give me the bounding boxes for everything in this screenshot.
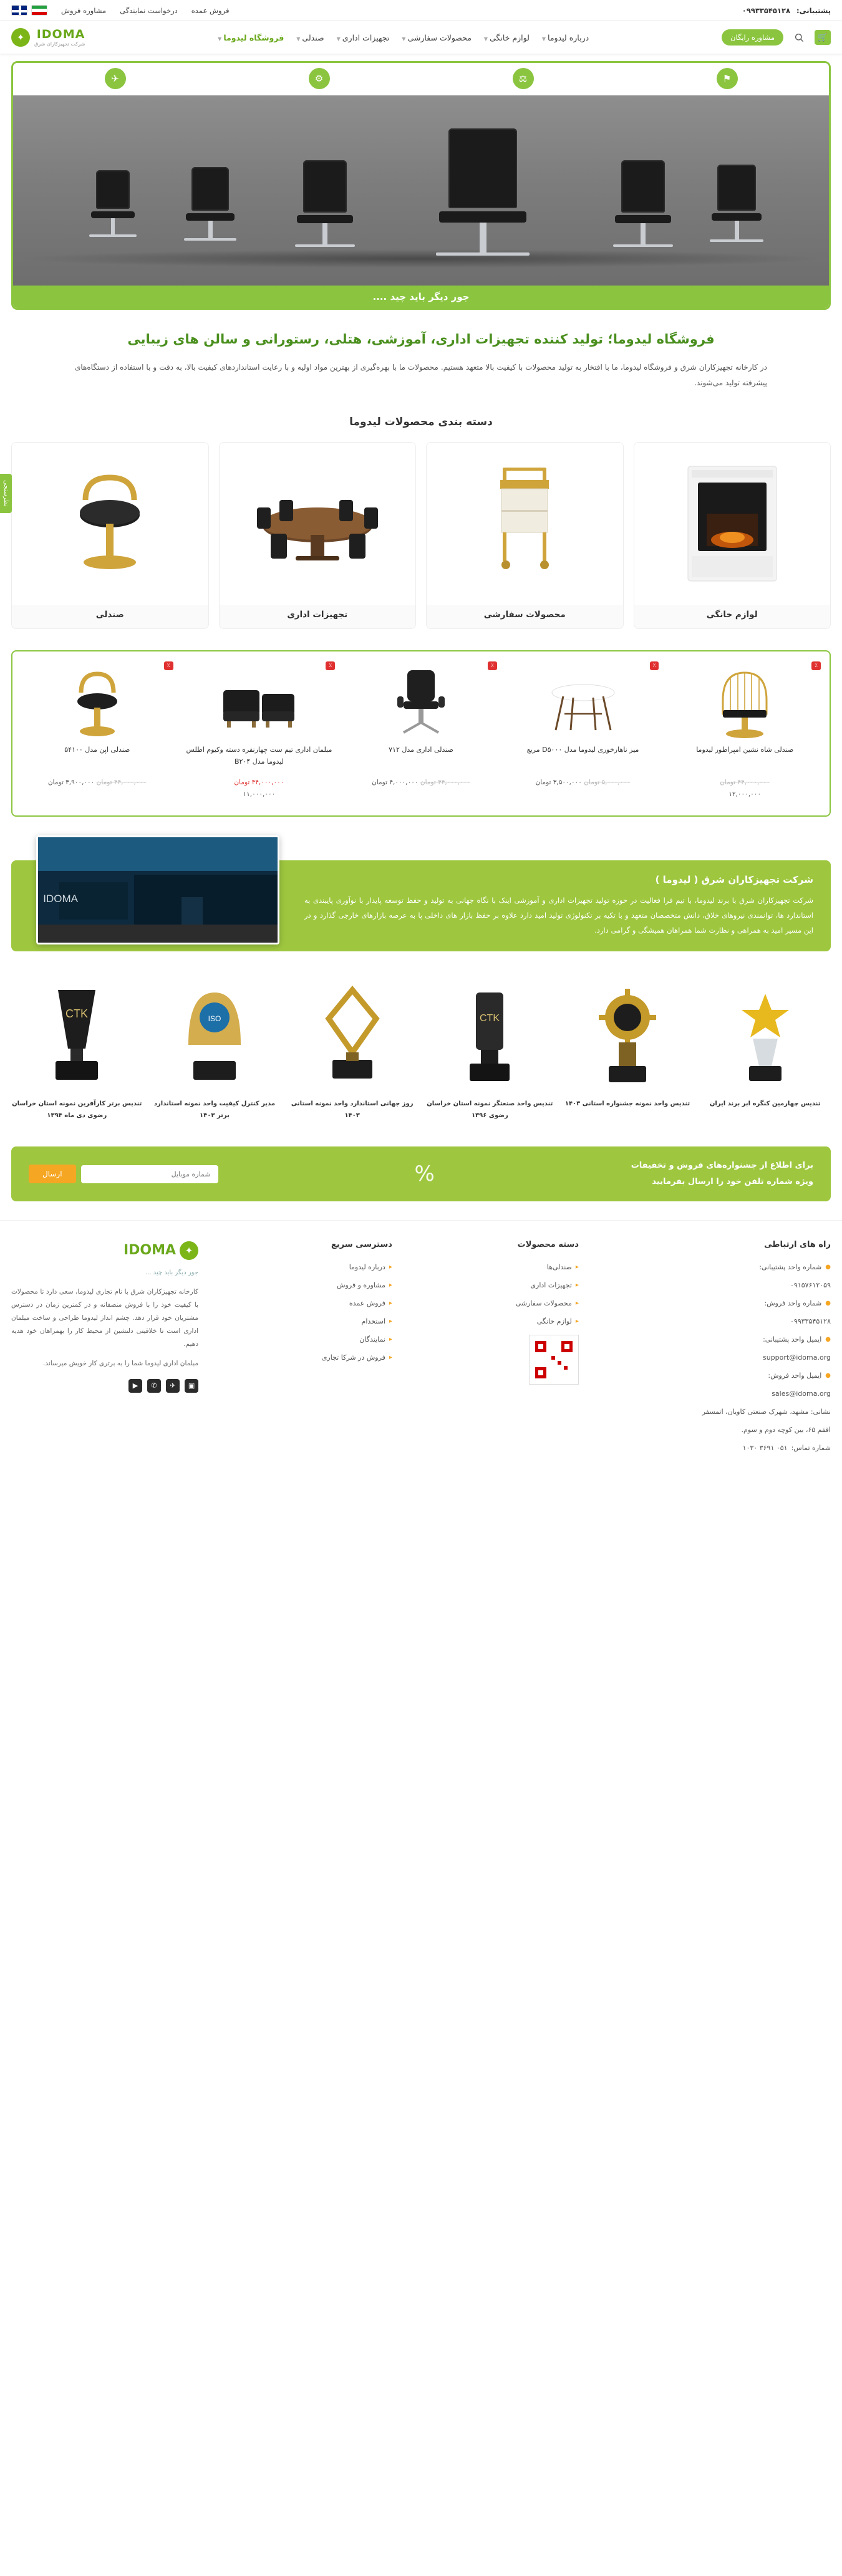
award-item — [149, 976, 281, 1122]
header-actions — [722, 29, 831, 46]
product-title: صندلی اپن مدل ۵۴۱۰۰ — [64, 746, 130, 754]
youtube-icon[interactable]: ▶ — [128, 1379, 142, 1393]
discount-badge: ٪ — [488, 661, 497, 670]
svg-text:IDOMA: IDOMA — [43, 892, 78, 905]
top-link-wholesale[interactable]: فروش عمده — [191, 6, 230, 15]
logo-mark-icon: ✦ — [11, 28, 30, 47]
newsletter-submit-button[interactable]: ارسال — [29, 1165, 76, 1183]
discount-badge: ٪ — [650, 661, 659, 670]
qr-code — [529, 1335, 579, 1385]
product-title: صندلی شاه نشین امپراطور لیدوما — [696, 746, 794, 754]
site-footer — [0, 1220, 842, 1459]
whatsapp-icon[interactable]: ✆ — [147, 1379, 161, 1393]
logo-wordmark: IDOMA — [36, 27, 85, 41]
bullet-icon: ▸ — [389, 1300, 392, 1307]
bullet-icon: ▸ — [389, 1336, 392, 1343]
bullet-icon: ▸ — [389, 1282, 392, 1289]
footer-link-partners[interactable]: ▸ فروش در شرکا تجاری — [322, 1351, 392, 1365]
awards-row — [0, 976, 842, 1122]
birdcage-chair-image — [670, 664, 820, 739]
instagram-icon[interactable]: ▣ — [185, 1379, 198, 1393]
product-card[interactable] — [342, 660, 500, 804]
company-section — [11, 860, 831, 951]
svg-text:CTK: CTK — [65, 1007, 89, 1021]
product-title: میز ناهارخوری لیدوما مدل D۵۰۰۰ مربع — [526, 746, 639, 754]
company-body: شرکت تجهیزکاران شرق با برند لیدوما، با تیم فرا فعالیت در حوزه تولید تجهیزات اداری و آموزشی اینک با نگاه جهانی به تولید و حفظ توسعه پایدار با نوآوری پایبندی به استاندارد ها، توانمندی نیروهای خلاق، دانش متخصصان متعهد و با تکیه بر تکنولوژی تولید امید دارد علاوه بر حفظ بازار های داخلی پا به عرصه بازارهای خارجی گذارد و در این مسیر امید به همراهی و نظارت شما همراهان همیشگی و گرامی دارد. — [304, 895, 813, 935]
category-card-home-appliances[interactable] — [634, 442, 831, 629]
mail-icon: ● — [825, 1372, 831, 1380]
footer-logo-text: IDOMA — [123, 1242, 177, 1259]
nav-custom-products[interactable]: محصولات سفارشی▼ — [402, 32, 472, 42]
mobile-number-input[interactable] — [81, 1165, 218, 1183]
award-caption: تندیس برتر کارآفرین نمونه استان خراسان رضوی دی ماه ۱۳۹۴ — [12, 1100, 142, 1120]
award-item — [562, 976, 694, 1122]
award-caption: روز جهانی استاندارد واحد نمونه استانی ۱۴۰۳ — [291, 1100, 414, 1120]
bar-stool-image — [12, 443, 208, 605]
factory-building-photo — [36, 835, 279, 944]
nav-office-equipment[interactable]: تجهیزات اداری▼ — [336, 32, 390, 42]
footer-brand-body: کارخانه تجهیزکاران شرق با نام تجاری لیدوما، سعی دارد تا محصولات با کیفیت خود را با فروش منصفانه و در کمترین زمان در دسترس مشتریان خود قرار دهد. چشم انداز لیدوما طراحی و ساخت مبلمان اداری است تا خلاقیتی دلنشین از محیط کار را بهمراهان خود هدیه دهیم. — [11, 1288, 199, 1348]
flag-iran-icon[interactable] — [31, 5, 47, 16]
svg-text:CTK: CTK — [480, 1013, 500, 1024]
footer-link-wholesale[interactable]: ▸ فروش عمده — [322, 1297, 392, 1310]
hero-badge-3-icon: ⚙ — [309, 68, 330, 89]
newsletter-line-2: ویژه شماره تلفن خود را ارسال بفرمایید — [652, 1177, 813, 1187]
contact-item: ● شماره واحد فروش: — [702, 1297, 831, 1310]
support-block — [742, 6, 831, 15]
product-price: ۴۴,۰۰۰,۰۰۰ تومان ۳,۹۰۰,۰۰۰ تومان — [47, 779, 147, 787]
product-carousel — [11, 650, 831, 817]
intro-paragraph: در کارخانه تجهیزکاران شرق و فروشگاه لیدوما، ما با افتخار به تولید محصولات با کیفیت بالا متعهد هستیم. محصولات ما با بهره‌گیری از بهترین مواد اولیه و با رعایت استانداردهای کیفیت بالا، به دقت و با استفاده از دستگاه‌های پیشرفته تولید می‌شوند. — [75, 362, 767, 387]
fireplace-image — [634, 443, 831, 605]
language-switcher[interactable] — [11, 5, 47, 16]
category-grid — [0, 442, 842, 629]
flag-uk-icon[interactable] — [11, 5, 27, 16]
bullet-icon: ▸ — [389, 1264, 392, 1271]
intro-section — [0, 310, 842, 395]
contact-phone-row[interactable]: شماره تماس: ۰۵۱ ۳۶۹۱ ۱۰۳۰ — [742, 1444, 831, 1453]
blue-trophy-image — [149, 976, 281, 1092]
main-navigation — [218, 33, 589, 42]
survey-side-tab[interactable]: نظرسنجی — [0, 474, 12, 513]
footer-link-consult[interactable]: ▸ مشاوره و فروش — [322, 1279, 392, 1292]
nav-about[interactable]: درباره لیدوما▼ — [541, 32, 589, 42]
company-title: شرکت تجهیزکاران شرق ( لیدوما ) — [655, 873, 813, 885]
nav-home-appliances[interactable]: لوازم خانگی▼ — [483, 32, 530, 42]
bullet-icon: ▸ — [389, 1318, 392, 1325]
contact-item: ● ایمیل واحد فروش: — [702, 1369, 831, 1383]
footer-logo[interactable] — [11, 1237, 198, 1264]
contact-value[interactable]: ۰۹۹۳۳۵۴۵۱۲۸ — [790, 1317, 831, 1326]
hero-image — [13, 95, 829, 286]
footer-cat-home[interactable]: ▸ لوازم خانگی — [516, 1315, 579, 1329]
office-chair-image — [346, 664, 496, 739]
footer-link-jobs[interactable]: ▸ استخدام — [322, 1315, 392, 1329]
logo-mark-icon: ✦ — [180, 1241, 198, 1260]
footer-link-about[interactable]: ▸ درباره لیدوما — [322, 1261, 392, 1274]
contact-item: ● شماره واحد پشتیبانی: — [702, 1261, 831, 1274]
top-bar — [0, 0, 842, 21]
product-card[interactable] — [505, 660, 662, 804]
award-item — [699, 976, 831, 1122]
address-line-2: اقفم ۶۵، بین کوچه دوم و سوم. — [741, 1426, 831, 1435]
phone-icon: ● — [825, 1300, 831, 1307]
hero-badge-1-icon: ⚑ — [717, 68, 738, 89]
svg-text:ISO: ISO — [208, 1014, 221, 1024]
footer-categories-title: دسته محصولات — [517, 1240, 579, 1250]
discount-badge: ٪ — [811, 661, 821, 670]
contact-value[interactable]: support@idoma.org — [763, 1353, 831, 1362]
footer-cat-chairs[interactable]: ▸ صندلی‌ها — [516, 1261, 579, 1274]
nav-chairs[interactable]: صندلی▼ — [296, 32, 324, 42]
address-line-1: نشانی: مشهد، شهرک صنعتی کاویان، اتمسفر — [702, 1408, 831, 1416]
social-links — [11, 1379, 198, 1393]
footer-contact-column — [702, 1237, 831, 1459]
footer-brand-column — [11, 1237, 198, 1459]
conference-table-image — [220, 443, 416, 605]
bullet-icon: ▸ — [389, 1354, 392, 1362]
award-caption: تندیس چهارمین کنگره ابر برند ایران — [709, 1100, 821, 1108]
contact-value[interactable]: sales@idoma.org — [772, 1390, 831, 1398]
mail-icon: ● — [825, 1336, 831, 1343]
product-card[interactable] — [666, 660, 823, 804]
cart-icon[interactable]: 🛒 — [815, 30, 831, 45]
footer-link-agents[interactable]: ▸ نمایندگان — [322, 1333, 392, 1347]
top-links — [11, 5, 229, 16]
footer-cat-custom[interactable]: ▸ محصولات سفارشی — [516, 1297, 579, 1310]
nav-shop[interactable]: فروشگاه لیدوما▼ — [218, 32, 284, 42]
hero-banner — [11, 61, 831, 310]
product-title: مبلمان اداری تیم ست چهارنفره دسته وکیوم اطلس لیدوما مدل B۲۰۴ — [186, 746, 332, 766]
ctk-trophy-image — [11, 976, 143, 1092]
percent-icon: % — [414, 1161, 435, 1187]
dining-table-image — [508, 664, 658, 739]
search-icon[interactable] — [791, 29, 807, 46]
product-price: ۵,۰۰۰,۰۰۰ تومان ۳,۵۰۰,۰۰۰ تومان — [535, 779, 631, 787]
sofa-set-image — [185, 664, 334, 739]
footer-brand-note: مبلمان اداری لیدوما شما را به برتری کار خویش میرساند. — [43, 1360, 199, 1368]
category-card-chairs[interactable] — [11, 442, 209, 629]
contact-item: ● ایمیل واحد پشتیبانی: — [702, 1333, 831, 1347]
logo-text — [34, 29, 85, 47]
product-price: ۴۴,۰۰۰,۰۰۰ تومان ۴,۰۰۰,۰۰۰ تومان — [372, 779, 470, 787]
page-title: فروشگاه لیدوما؛ تولید کننده تجهیزات اداری، آموزشی، هتلی، رستورانی و سالن های زیبایی — [127, 332, 715, 347]
bullet-icon: ▸ — [575, 1282, 579, 1289]
bullet-icon: ▸ — [575, 1300, 579, 1307]
star-trophy-image — [699, 976, 831, 1092]
newsletter-form — [29, 1165, 218, 1183]
category-card-office-equipment[interactable] — [219, 442, 417, 629]
footer-contact-title: راه های ارتباطی — [764, 1240, 831, 1250]
discount-badge: ٪ — [326, 661, 335, 670]
hero-badge-4-icon: ✈ — [105, 68, 126, 89]
phone-icon: ● — [825, 1264, 831, 1271]
diamond-trophy-image — [286, 976, 418, 1092]
discount-badge: ٪ — [164, 661, 173, 670]
product-title: صندلی اداری مدل ۷۱۲ — [389, 746, 453, 754]
newsletter-bar — [11, 1146, 831, 1201]
top-link-agency[interactable]: درخواست نمایندگی — [120, 6, 178, 15]
product-price: ۴۴,۰۰۰,۰۰۰ تومان ۱۱,۰۰۰,۰۰۰ — [234, 779, 284, 798]
product-card[interactable] — [181, 660, 338, 804]
site-header — [0, 21, 842, 54]
newsletter-line-1: برای اطلاع از جشنواره‌های فروش و تخفیفات — [631, 1161, 813, 1171]
footer-quick-title: دسترسی سریع — [331, 1240, 392, 1250]
award-item — [286, 976, 418, 1122]
category-name: صندلی — [95, 610, 124, 620]
bar-chair-image — [22, 664, 172, 739]
free-consult-button[interactable]: مشاوره رایگان — [722, 29, 783, 46]
black-trophy-image — [424, 976, 556, 1092]
award-caption: مدیر کنترل کیفیت واحد نمونه استاندارد برتر ۱۴۰۳ — [153, 1100, 276, 1120]
gear-trophy-image — [562, 976, 694, 1092]
contact-value[interactable]: ۰۹۱۵۷۶۱۲۰۵۹ — [790, 1281, 831, 1290]
newsletter-text — [631, 1158, 813, 1190]
footer-quick-column — [322, 1237, 392, 1459]
support-label: پشتیبانی: — [796, 6, 831, 15]
categories-title: دسته بندی محصولات لیدوما — [349, 416, 493, 429]
award-item — [424, 976, 556, 1122]
site-logo[interactable] — [11, 28, 85, 47]
category-name: محصولات سفارشی — [483, 610, 566, 620]
hero-badge-row — [13, 63, 829, 95]
product-price: ۴۴,۰۰۰,۰۰۰ تومان ۱۲,۰۰۰,۰۰۰ — [720, 779, 770, 798]
category-card-custom-products[interactable] — [426, 442, 624, 629]
footer-categories-column — [516, 1237, 579, 1459]
telegram-icon[interactable]: ✈ — [166, 1379, 180, 1393]
hero-badge-2-icon: ⚖ — [513, 68, 534, 89]
hero-caption: جور دیگر باید چید .... — [13, 286, 829, 308]
award-caption: تندیس واحد نمونه جشنواره استانی ۱۴۰۳ — [564, 1100, 690, 1108]
product-card[interactable] — [19, 660, 176, 804]
footer-cat-office[interactable]: ▸ تجهیزات اداری — [516, 1279, 579, 1292]
logo-subtitle: شرکت تجهیزکاران شرق — [34, 41, 85, 47]
award-caption: تندیس واحد صنعتگر نمونه استان خراسان رضوی ۱۳۹۶ — [427, 1100, 553, 1120]
top-link-consult[interactable]: مشاوره فروش — [61, 6, 107, 15]
bullet-icon: ▸ — [575, 1318, 579, 1325]
bullet-icon: ▸ — [575, 1264, 579, 1271]
category-name: لوازم خانگی — [706, 610, 758, 620]
award-item — [11, 976, 143, 1122]
category-name: تجهیزات اداری — [287, 610, 348, 620]
gold-cart-image — [427, 443, 623, 605]
support-phone[interactable]: ۰۹۹۳۳۵۴۵۱۲۸ — [742, 6, 791, 15]
footer-tagline: جور دیگر باید چید ... — [145, 1269, 199, 1277]
